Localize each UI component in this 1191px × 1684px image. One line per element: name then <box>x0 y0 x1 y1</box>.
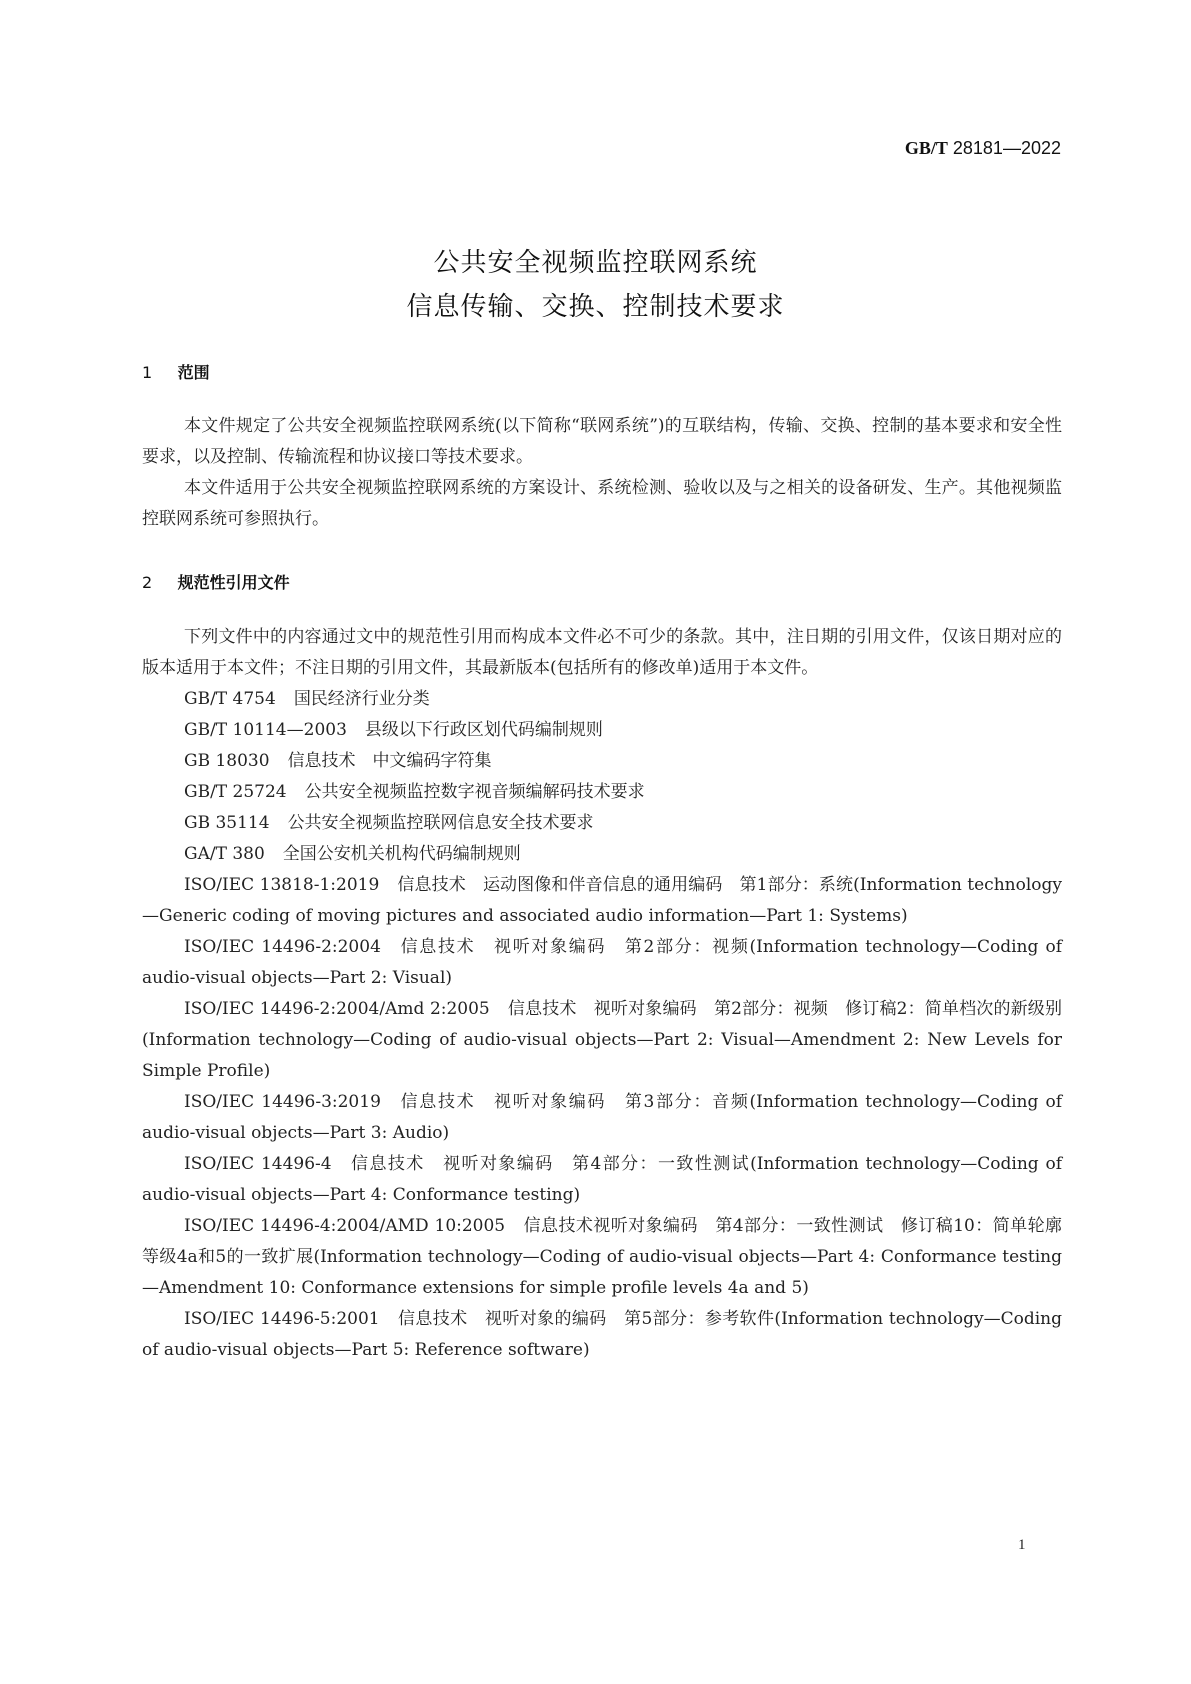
reference-title: 信息技术 视听对象的编码 第5部分：参考软件(Information technology—Coding of audio-visual objects—Part 5: Reference software) <box>142 1309 1062 1360</box>
reference-code: GB/T 25724 <box>184 782 287 802</box>
paragraph: 本文件规定了公共安全视频监控联网系统(以下简称“联网系统”)的互联结构，传输、交换、控制的基本要求和安全性要求，以及控制、传输流程和协议接口等技术要求。 <box>142 416 1062 467</box>
reference-title: 信息技术视听对象编码 第4部分：一致性测试 修订稿10：简单轮廓等级4a和5的一致扩展(Information technology—Coding of audio-visual objects—Part 4: Conformance testing—Amendment 10: Conformance extensions for simple profile levels 4a and 5) <box>142 1216 1063 1298</box>
reference-item <box>142 808 1062 839</box>
reference-item <box>142 777 1062 808</box>
reference-code: GB/T 10114—2003 <box>184 720 347 740</box>
reference-title: 信息技术 运动图像和伴音信息的通用编码 第1部分：系统(Information technology—Generic coding of moving pictures and associated audio information—Part 1: Systems) <box>142 875 1062 926</box>
reference-title: 信息技术 视听对象编码 第2部分：视频(Information technology—Coding of audio-visual objects—Part 2: Visual) <box>142 937 1062 988</box>
section-heading-scope <box>142 360 210 383</box>
reference-title: 信息技术 视听对象编码 第3部分：音频(Information technology—Coding of audio-visual objects—Part 3: Audio) <box>142 1092 1062 1143</box>
reference-code: GB/T 4754 <box>184 689 276 709</box>
reference-code: ISO/IEC 13818-1:2019 <box>184 875 380 895</box>
page-number: 1 <box>1018 1537 1026 1553</box>
reference-item <box>142 1087 1062 1149</box>
section-number: 1 <box>142 363 153 382</box>
standard-prefix: GB/T <box>904 138 948 158</box>
reference-item <box>142 715 1062 746</box>
section-body-scope <box>142 411 1062 535</box>
reference-code: ISO/IEC 14496-4 <box>184 1154 332 1174</box>
reference-item <box>142 684 1062 715</box>
paragraph: 本文件适用于公共安全视频监控联网系统的方案设计、系统检测、验收以及与之相关的设备研发、生产。其他视频监控联网系统可参照执行。 <box>142 478 1062 529</box>
section-heading-normative-references <box>142 570 290 593</box>
reference-title: 县级以下行政区划代码编制规则 <box>364 720 603 740</box>
section-title: 范围 <box>177 363 210 382</box>
paragraph: 下列文件中的内容通过文中的规范性引用而构成本文件必不可少的条款。其中，注日期的引用文件，仅该日期对应的版本适用于本文件；不注日期的引用文件，其最新版本(包括所有的修改单)适用于本文件。 <box>142 627 1062 678</box>
reference-code: GB 35114 <box>184 813 270 833</box>
section-title: 规范性引用文件 <box>177 573 290 592</box>
reference-code: ISO/IEC 14496-4:2004/AMD 10:2005 <box>184 1216 506 1236</box>
document-title-line-2: 信息传输、交换、控制技术要求 <box>406 292 785 322</box>
reference-item <box>142 1304 1062 1366</box>
reference-title: 公共安全视频监控联网信息安全技术要求 <box>287 813 594 833</box>
reference-title: 公共安全视频监控数字视音频编解码技术要求 <box>304 782 645 802</box>
section-number: 2 <box>142 573 153 592</box>
standard-number <box>905 138 1061 159</box>
reference-title: 信息技术 视听对象编码 第2部分：视频 修订稿2：简单档次的新级别(Information technology—Coding of audio-visual objects—Part 2: Visual—Amendment 2: New Levels for Simple Profile) <box>142 999 1062 1081</box>
reference-code: ISO/IEC 14496-2:2004/Amd 2:2005 <box>184 999 490 1019</box>
reference-item <box>142 870 1062 932</box>
reference-title: 国民经济行业分类 <box>293 689 430 709</box>
reference-item <box>142 746 1062 777</box>
reference-title: 信息技术 中文编码字符集 <box>287 751 492 771</box>
standard-code: 28181—2022 <box>952 138 1061 158</box>
reference-code: ISO/IEC 14496-5:2001 <box>184 1309 380 1329</box>
reference-code: GA/T 380 <box>184 844 265 864</box>
reference-title: 信息技术 视听对象编码 第4部分：一致性测试(Information technology—Coding of audio-visual objects—Part 4: Conformance testing) <box>142 1154 1062 1205</box>
reference-code: GB 18030 <box>184 751 270 771</box>
reference-code: ISO/IEC 14496-2:2004 <box>184 937 381 957</box>
reference-item <box>142 994 1062 1087</box>
reference-code: ISO/IEC 14496-3:2019 <box>184 1092 381 1112</box>
section-body-references <box>142 622 1062 1366</box>
reference-item <box>142 932 1062 994</box>
reference-item <box>142 839 1062 870</box>
reference-title: 全国公安机关机构代码编制规则 <box>282 844 521 864</box>
reference-item <box>142 1211 1062 1304</box>
document-title-line-1: 公共安全视频监控联网系统 <box>433 248 758 278</box>
reference-item <box>142 1149 1062 1211</box>
